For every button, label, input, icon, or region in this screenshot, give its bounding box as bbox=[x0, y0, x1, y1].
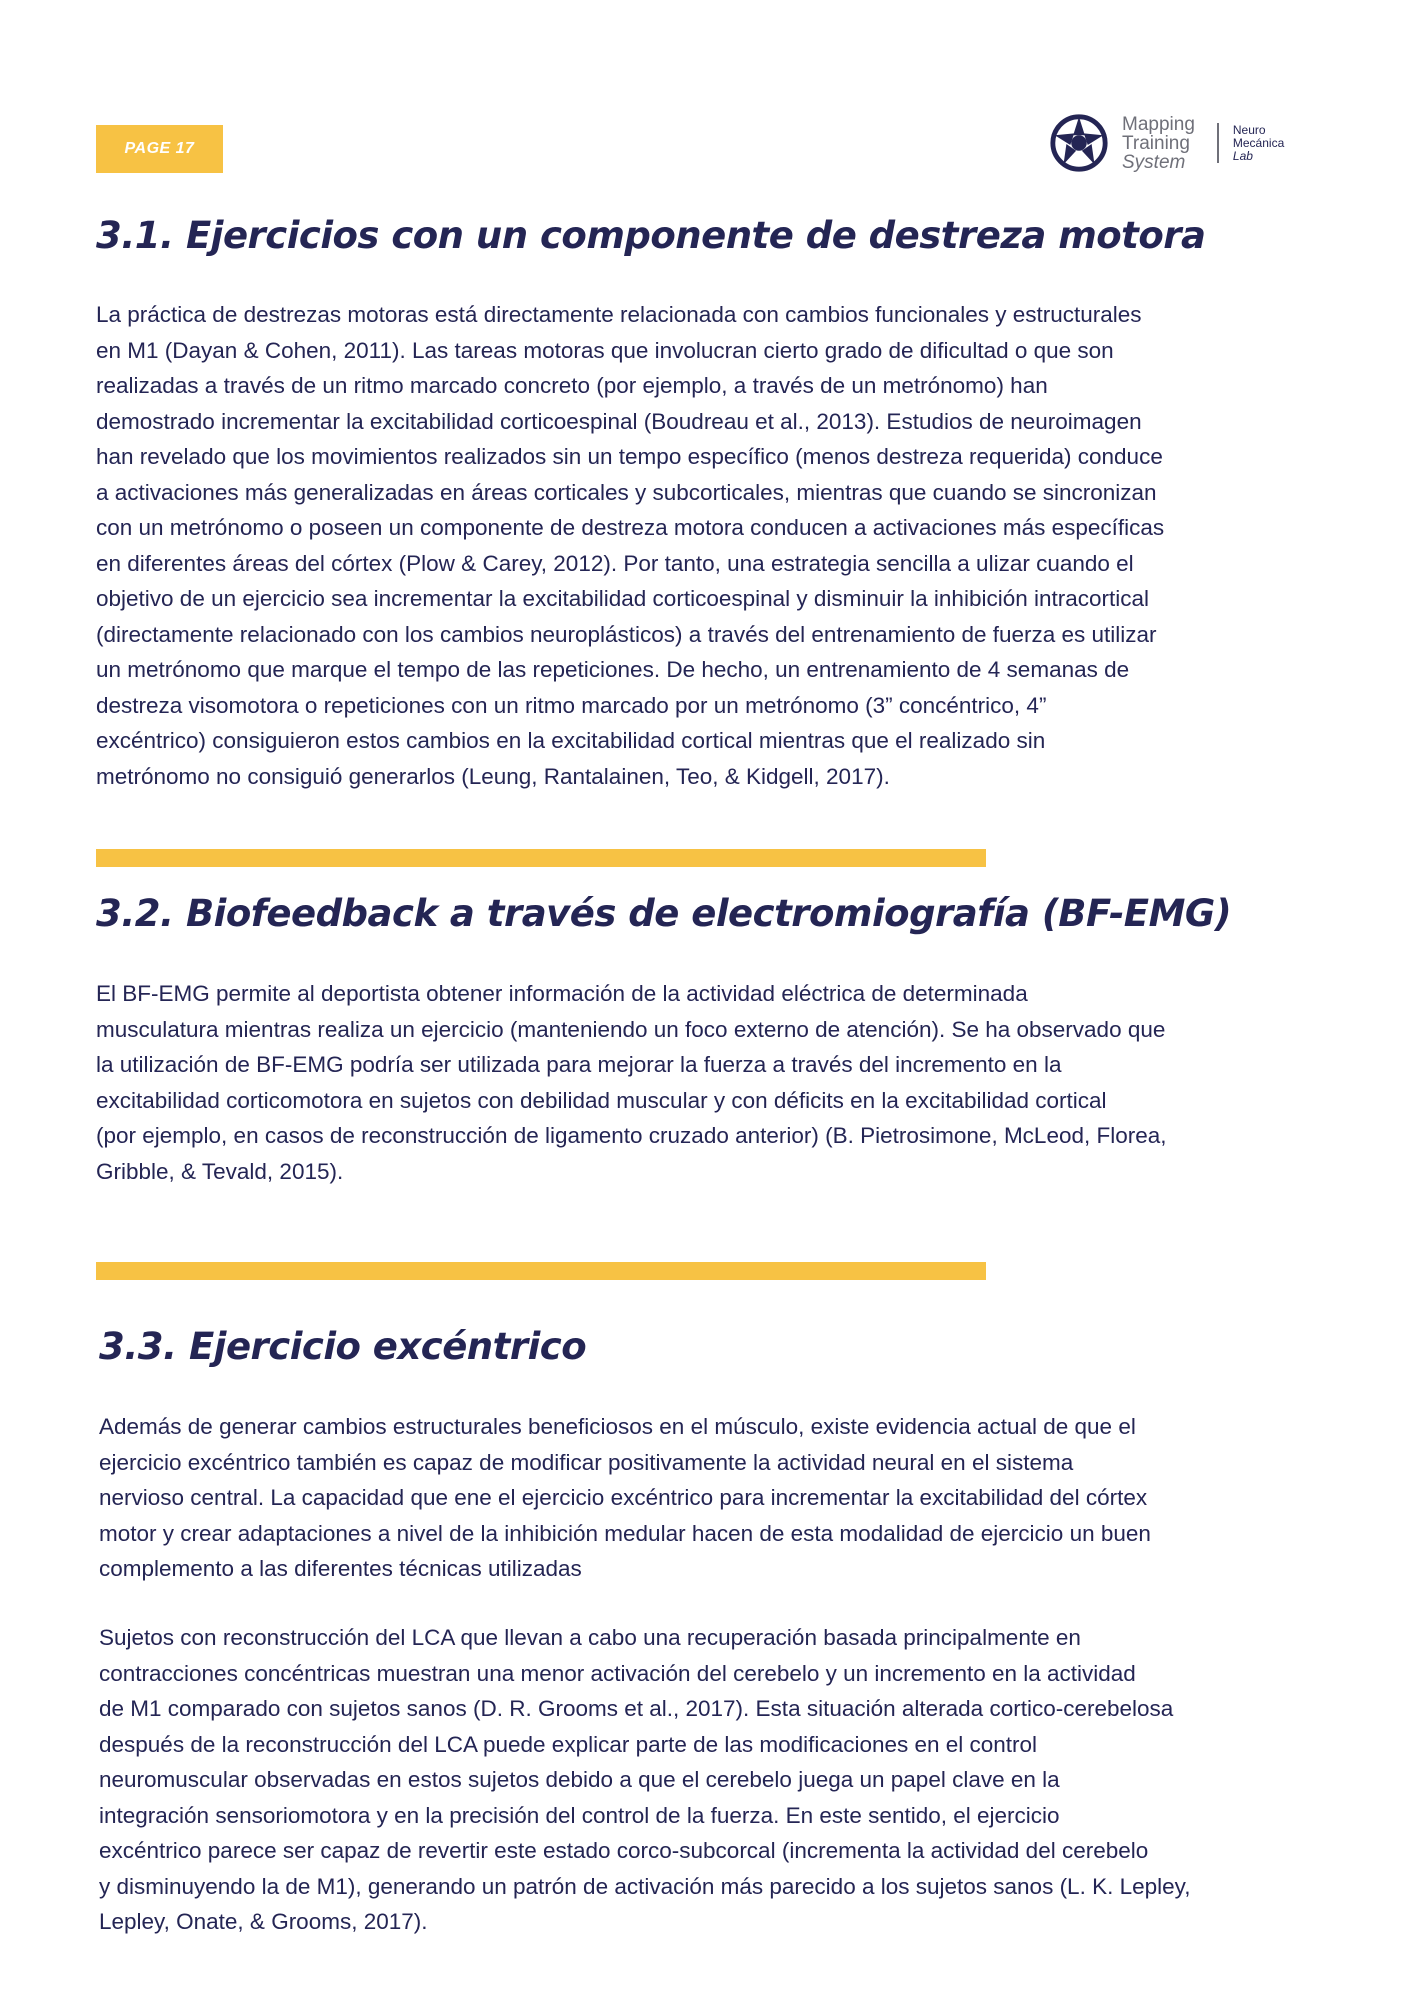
brand-line-2: Training bbox=[1122, 132, 1190, 154]
section-title-3-2: 3.2. Biofeedback a través de electromiografía (BF-EMG) bbox=[96, 892, 1232, 935]
section-3-2-paragraph: El BF-EMG permite al deportista obtener información de la actividad eléctrica de determinada musculatura mientras realiza un ejercicio (manteniendo un foco externo de atención). Se ha observado que la utilización de BF-EMG podría ser utilizada para mejorar la fuerza a través del incremento en la excitabilidad corticomotora en sujetos con debilidad muscular y con déficits en la excitabilidad cortical (por ejemplo, en casos de reconstrucción de ligamento cruzado anterior) (B. Pietrosimone, McLeod, Florea, Gribble, & Tevald, 2015). bbox=[96, 981, 1167, 1184]
section-divider bbox=[96, 849, 986, 867]
lab-line-3: Lab bbox=[1232, 148, 1253, 163]
gear-wheel-icon bbox=[1048, 112, 1110, 174]
section-title-3-3: 3.3. Ejercicio excéntrico bbox=[99, 1325, 587, 1368]
section-3-1-paragraph: La práctica de destrezas motoras está directamente relacionada con cambios funcionales y estructurales en M1 (Dayan & Cohen, 2011). Las tareas motoras que involucran cierto grado de dificultad o que son realizadas a través de un ritmo marcado concreto (por ejemplo, a través de un metrónomo) han demostrado incrementar la excitabilidad corticoespinal (Boudreau et al., 2013). Estudios de neuroimagen han revelado que los movimientos realizados sin un tempo específico (menos destreza requerida) conduce a activaciones más generalizadas en áreas corticales y subcorticales, mientras que cuando se sincronizan con un metrónomo o poseen un componente de destreza motora conducen a activaciones más específicas en diferentes áreas del córtex (Plow & Carey, 2012). Por tanto, una estrategia sencilla a ulizar cuando el objetivo de un ejercicio sea incrementar la excitabilidad corticoespinal y disminuir la inhibición intracortical (directamente relacionado con los cambios neuroplásticos) a través del entrenamiento de fuerza es utilizar un metrónomo que marque el tempo de las repeticiones. De hecho, un entrenamiento de 4 semanas de destreza visomotora o repeticiones con un ritmo marcado por un metrónomo (3” concéntrico, 4” excéntrico) consiguieron estos cambios en la excitabilidad cortical mientras que el realizado sin metrónomo no consiguió generarlos (Leung, Rantalainen, Teo, & Kidgell, 2017). bbox=[96, 302, 1165, 789]
brand-line-3: System bbox=[1122, 151, 1186, 173]
brand-logo-block bbox=[1048, 108, 1284, 178]
lab-line-2: Mecánica bbox=[1232, 135, 1285, 150]
brand-name bbox=[1122, 115, 1195, 172]
page-number-badge: PAGE 17 bbox=[96, 125, 223, 173]
lab-name bbox=[1233, 124, 1284, 163]
brand-line-1: Mapping bbox=[1122, 113, 1195, 135]
brand-separator bbox=[1217, 123, 1219, 163]
lab-line-1: Neuro bbox=[1232, 122, 1266, 137]
section-title-3-1: 3.1. Ejercicios con un componente de destreza motora bbox=[96, 214, 1206, 257]
section-3-3-paragraph-1: Además de generar cambios estructurales beneficiosos en el músculo, existe evidencia actual de que el ejercicio excéntrico también es capaz de modificar positivamente la actividad neural en el sistema nervioso central. La capacidad que ene el ejercicio excéntrico para incrementar la excitabilidad del córtex motor y crear adaptaciones a nivel de la inhibición medular hacen de esta modalidad de ejercicio un buen complemento a las diferentes técnicas utilizadas bbox=[99, 1414, 1151, 1581]
section-divider bbox=[96, 1262, 986, 1280]
section-3-3-paragraph-2: Sujetos con reconstrucción del LCA que llevan a cabo una recuperación basada principalmente en contracciones concéntricas muestran una menor activación del cerebelo y un incremento en la actividad de M1 comparado con sujetos sanos (D. R. Grooms et al., 2017). Esta situación alterada cortico-cerebelosa después de la reconstrucción del LCA puede explicar parte de las modificaciones en el control neuromuscular observadas en estos sujetos debido a que el cerebelo juega un papel clave en la integración sensoriomotora y en la precisión del control de la fuerza. En este sentido, el ejercicio excéntrico parece ser capaz de revertir este estado corco-subcorcal (incrementa la actividad del cerebelo y disminuyendo la de M1), generando un patrón de activación más parecido a los sujetos sanos (L. K. Lepley, Lepley, Onate, & Grooms, 2017). bbox=[99, 1625, 1191, 1934]
